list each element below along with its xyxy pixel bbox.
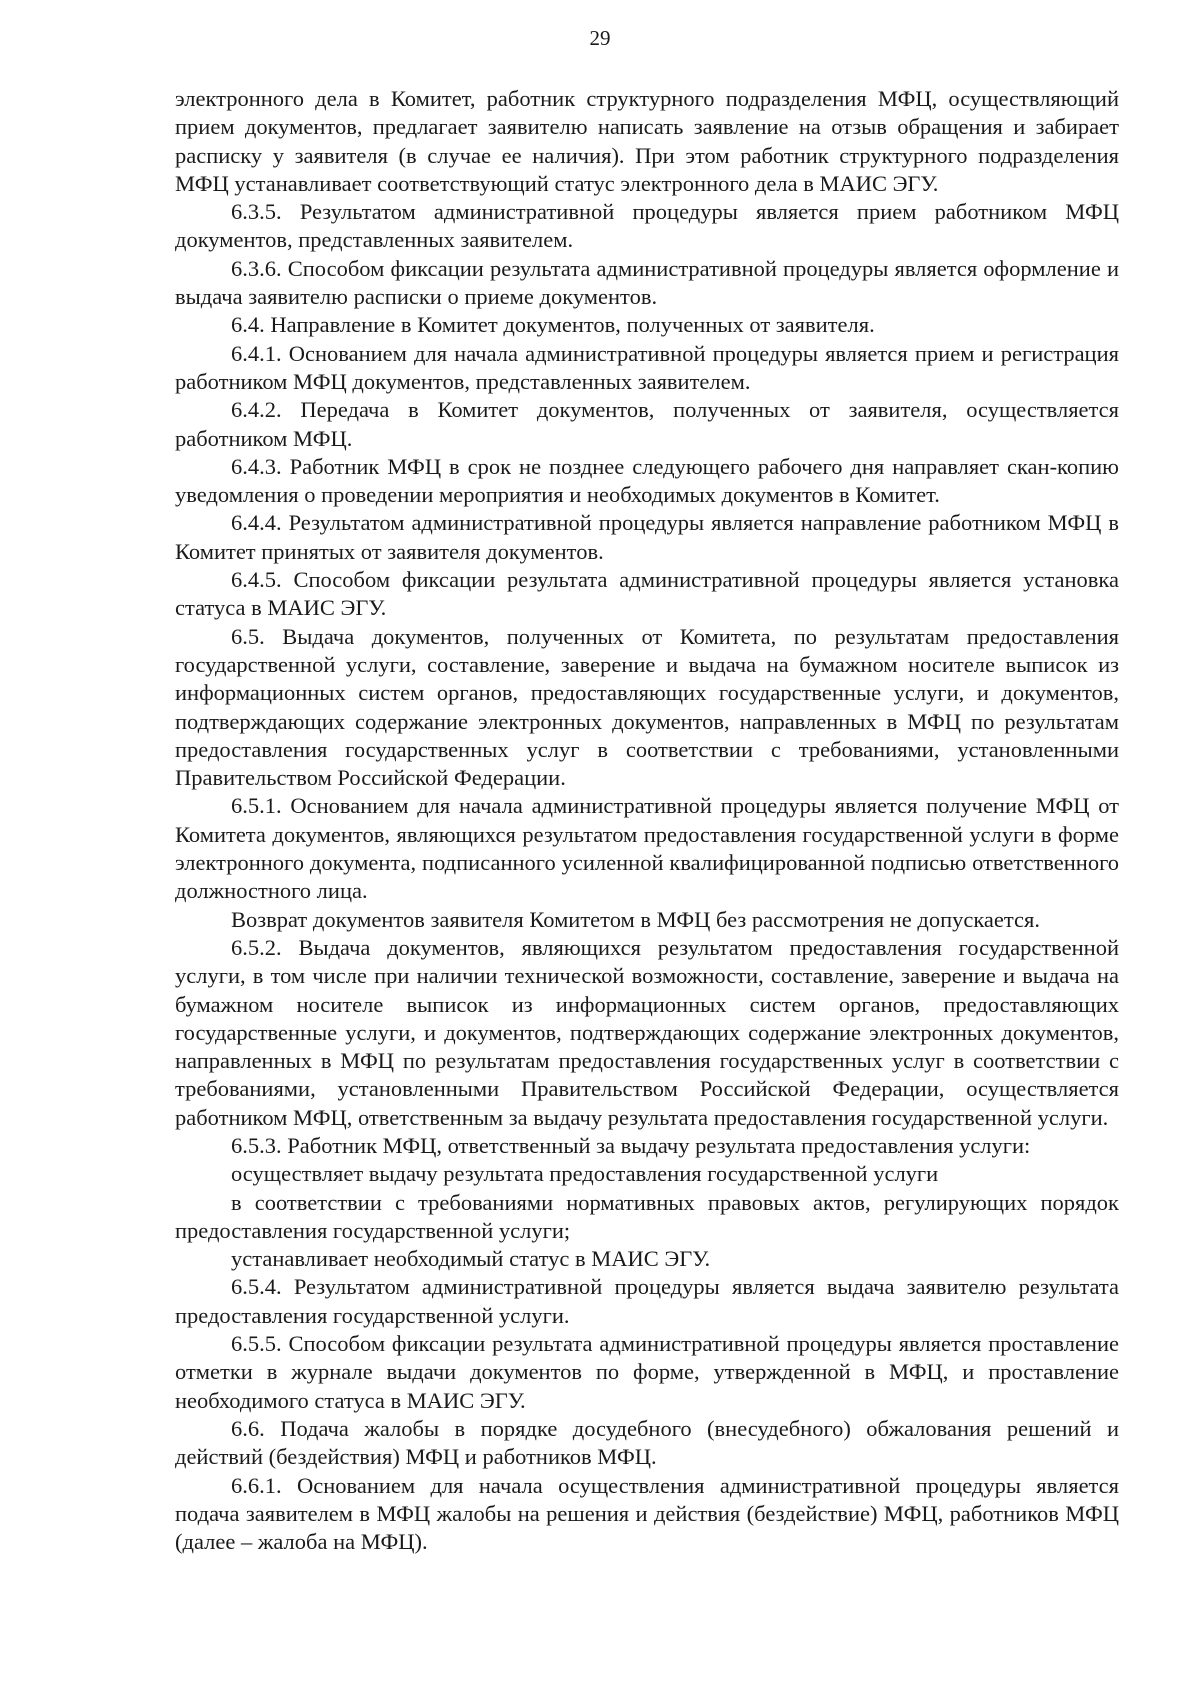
list-item-issues-result: осуществляет выдачу результата предоставления государственной услуги <box>231 1161 939 1187</box>
document-body <box>175 85 1119 1556</box>
paragraph-6-4-4: 6.4.4. Результатом административной процедуры является направление работником МФЦ в Комитет принятых от заявителя документов. <box>175 510 1119 564</box>
paragraph-6-5: 6.5. Выдача документов, полученных от Комитета, по результатам предоставления государственной услуги, составление, заверение и выдача на бумажном носителе выписок из информационных систем органов, предоставляющих государственные услуги, и документов, подтверждающих содержание электронных документов, направленных в МФЦ по результатам предоставления государственных услуг в соответствии с требованиями, установленными Правительством Российской Федерации. <box>175 623 1119 791</box>
paragraph-return-note: Возврат документов заявителя Комитетом в МФЦ без рассмотрения не допускается. <box>231 906 1040 932</box>
paragraph-6-5-5: 6.5.5. Способом фиксации результата административной процедуры является проставление отметки в журнале выдачи документов по форме, утвержденной в МФЦ, и проставление необходимого статуса в МАИС ЭГУ. <box>175 1331 1119 1413</box>
paragraph-6-3-5: 6.3.5. Результатом административной процедуры является прием работником МФЦ документов, представленных заявителем. <box>175 199 1119 253</box>
list-item-regulations: в соответствии с требованиями нормативных правовых актов, регулирующих порядок предоставления государственной услуги; <box>175 1189 1119 1243</box>
paragraph-6-5-3: 6.5.3. Работник МФЦ, ответственный за выдачу результата предоставления услуги: <box>231 1132 1031 1158</box>
paragraph-6-4-2: 6.4.2. Передача в Комитет документов, полученных от заявителя, осуществляется работником МФЦ. <box>175 397 1119 451</box>
paragraph-6-4: 6.4. Направление в Комитет документов, полученных от заявителя. <box>231 312 875 338</box>
paragraph-6-5-1: 6.5.1. Основанием для начала административной процедуры является получение МФЦ от Комитета документов, являющихся результатом предоставления государственной услуги в форме электронного документа, подписанного усиленной квалифицированной подписью ответственного должностного лица. <box>175 793 1119 904</box>
paragraph-6-6-1: 6.6.1. Основанием для начала осуществления административной процедуры является подача заявителем в МФЦ жалобы на решения и действия (бездействие) МФЦ, работников МФЦ (далее – жалоба на МФЦ). <box>175 1472 1119 1555</box>
list-item-sets-status: устанавливает необходимый статус в МАИС ЭГУ. <box>231 1246 711 1272</box>
paragraph-6-4-3: 6.4.3. Работник МФЦ в срок не позднее следующего рабочего дня направляет скан-копию уведомления о проведении мероприятия и необходимых документов в Комитет. <box>175 453 1119 508</box>
paragraph-6-3-6: 6.3.6. Способом фиксации результата административной процедуры является оформление и выдача заявителю расписки о приеме документов. <box>175 255 1119 310</box>
page-number: 29 <box>589 26 611 50</box>
paragraph-6-4-1: 6.4.1. Основанием для начала административной процедуры является прием и регистрация работником МФЦ документов, представленных заявителем. <box>175 340 1119 394</box>
paragraph-6-4-5: 6.4.5. Способом фиксации результата административной процедуры является установка статуса в МАИС ЭГУ. <box>175 567 1119 621</box>
paragraph-continuation: электронного дела в Комитет, работник структурного подразделения МФЦ, осуществляющий прием документов, предлагает заявителю написать заявление на отзыв обращения и забирает расписку у заявителя (в случае ее наличия). При этом работник структурного подразделения МФЦ устанавливает соответствующий статус электронного дела в МАИС ЭГУ. <box>175 86 1119 196</box>
paragraph-6-5-2: 6.5.2. Выдача документов, являющихся результатом предоставления государственной услуги, в том числе при наличии технической возможности, составление, заверение и выдача на бумажном носителе выписок из информационных систем органов, предоставляющих государственные услуги, и документов, подтверждающих содержание электронных документов, направленных в МФЦ по результатам предоставления государственных услуг в соответствии с требованиями, установленными Правительством Российской Федерации, осуществляется работником МФЦ, ответственным за выдачу результата предоставления государственной услуги. <box>175 934 1119 1130</box>
paragraph-6-6: 6.6. Подача жалобы в порядке досудебного (внесудебного) обжалования решений и действий (бездействия) МФЦ и работников МФЦ. <box>175 1415 1119 1470</box>
paragraph-6-5-4: 6.5.4. Результатом административной процедуры является выдача заявителю результата предоставления государственной услуги. <box>175 1274 1119 1328</box>
